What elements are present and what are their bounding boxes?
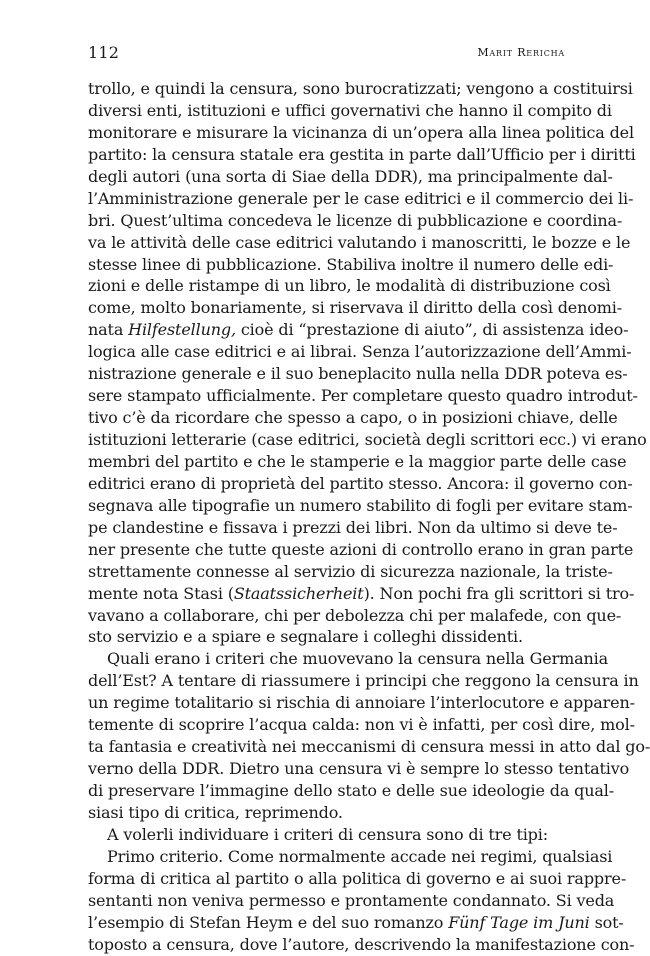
text-line: sto servizio e a spiare e segnalare i colleghi dissidenti. bbox=[88, 627, 523, 647]
text-segment: l’esempio di Stefan Heym e del suo romanzo bbox=[88, 912, 449, 932]
text-line: ta fantasia e creatività nei meccanismi di censura messi in atto dal go- bbox=[88, 737, 650, 757]
text-line: Quali erano i criteri che muovevano la censura nella Germania bbox=[107, 649, 608, 669]
text-line: pe clandestine e fissava i prezzi dei libri. Non da ultimo si deve te- bbox=[88, 517, 618, 537]
text-line: di preservare l’immagine dello stato e delle sue ideologie da qual- bbox=[88, 781, 615, 800]
text-line bbox=[88, 583, 635, 605]
text-line: diversi enti, istituzioni e uffici governativi che hanno il compito di bbox=[88, 100, 612, 120]
text-line: va le attività delle case editrici valutando i manoscritti, le bozze e le bbox=[88, 232, 631, 252]
text-line: zioni e delle ristampe di un libro, le modalità di distribuzione così bbox=[88, 276, 611, 296]
text-line: strettamente connesse al servizio di sicurezza nazionale, la triste- bbox=[88, 561, 613, 581]
text-line: temente di scoprire l’acqua calda: non vi è infatti, per così dire, mol- bbox=[88, 715, 635, 735]
text-line: partito: la censura statale era gestita in parte dall’Ufficio per i diritti bbox=[88, 144, 636, 164]
page-number: 112 bbox=[88, 43, 120, 62]
text-line bbox=[88, 319, 629, 341]
text-line: l’Amministrazione generale per le case editrici e il commercio dei li- bbox=[88, 188, 634, 208]
text-line: membri del partito e che le stamperie e la maggior parte delle case bbox=[88, 451, 627, 471]
text-line: toposto a censura, dove l’autore, descrivendo la manifestazione con- bbox=[88, 934, 635, 954]
text-line: Primo criterio. Come normalmente accade nei regimi, qualsiasi bbox=[107, 846, 613, 866]
text-line: un regime totalitario si rischia di annoiare l’interlocutore e apparen- bbox=[88, 693, 635, 713]
italic-term: Hilfestellung, bbox=[128, 320, 236, 340]
text-line: monitorare e misurare la vicinanza di un’opera alla linea politica del bbox=[88, 122, 634, 142]
text-line: segnava alle tipografie un numero stabilito di fogli per evitare stam- bbox=[88, 495, 633, 515]
italic-term: Staatssicherheit bbox=[233, 583, 364, 603]
text-segment: cioè di “prestazione di aiuto”, di assistenza ideo- bbox=[235, 320, 629, 340]
text-line: come, molto bonariamente, si riservava il diritto della così denomi- bbox=[88, 298, 623, 318]
text-line: sere stampato ufficialmente. Per completare questo quadro introdut- bbox=[88, 386, 638, 406]
text-line bbox=[88, 912, 624, 934]
text-segment: ). Non pochi fra gli scrittori si tro- bbox=[363, 583, 635, 603]
text-line: editrici erano di proprietà del partito stesso. Ancora: il governo con- bbox=[88, 473, 633, 493]
text-line: bri. Quest’ultima concedeva le licenze di pubblicazione e coordina- bbox=[88, 210, 623, 230]
text-line: sentanti non veniva permesso e prontamente condannato. Si veda bbox=[88, 890, 615, 910]
text-line: logica alle case editrici e ai librai. Senza l’autorizzazione dell’Ammi- bbox=[88, 342, 632, 362]
text-line: degli autori (una sorta di Siae della DDR), ma principalmente dal- bbox=[88, 166, 613, 186]
text-line: A volerli individuare i criteri di censura sono di tre tipi: bbox=[107, 824, 548, 844]
text-segment: mente nota Stasi ( bbox=[88, 583, 234, 603]
text-segment: nata bbox=[88, 320, 129, 340]
text-line: siasi tipo di critica, reprimendo. bbox=[88, 802, 343, 822]
text-line: trollo, e quindi la censura, sono burocratizzati; vengono a costituirsi bbox=[88, 79, 633, 98]
text-line: ner presente che tutte queste azioni di controllo erano in gran parte bbox=[88, 539, 634, 559]
text-line: stesse linee di pubblicazione. Stabiliva inoltre il numero delle edi- bbox=[88, 254, 614, 274]
text-line: istituzioni letterarie (case editrici, società degli scrittori ecc.) vi erano bbox=[88, 430, 647, 449]
text-line: vavano a collaborare, chi per debolezza chi per malafede, con que- bbox=[88, 605, 622, 625]
text-line: verno della DDR. Dietro una censura vi è sempre lo stesso tentativo bbox=[88, 759, 630, 779]
text-line: nistrazione generale e il suo beneplacito nulla nella DDR poteva es- bbox=[88, 364, 628, 384]
running-head: Marit Rericha bbox=[477, 46, 565, 59]
text-line: forma di critica al partito o alla politica di governo e ai suoi rappre- bbox=[88, 868, 627, 888]
text-line: dell’Est? A tentare di riassumere i principi che reggono la censura in bbox=[88, 671, 639, 691]
italic-title: Fünf Tage im Juni bbox=[448, 912, 590, 932]
text-segment: sot- bbox=[589, 912, 624, 932]
text-line: tivo c’è da ricordare che spesso a capo, o in posizioni chiave, delle bbox=[88, 408, 618, 428]
body-text bbox=[88, 78, 650, 956]
